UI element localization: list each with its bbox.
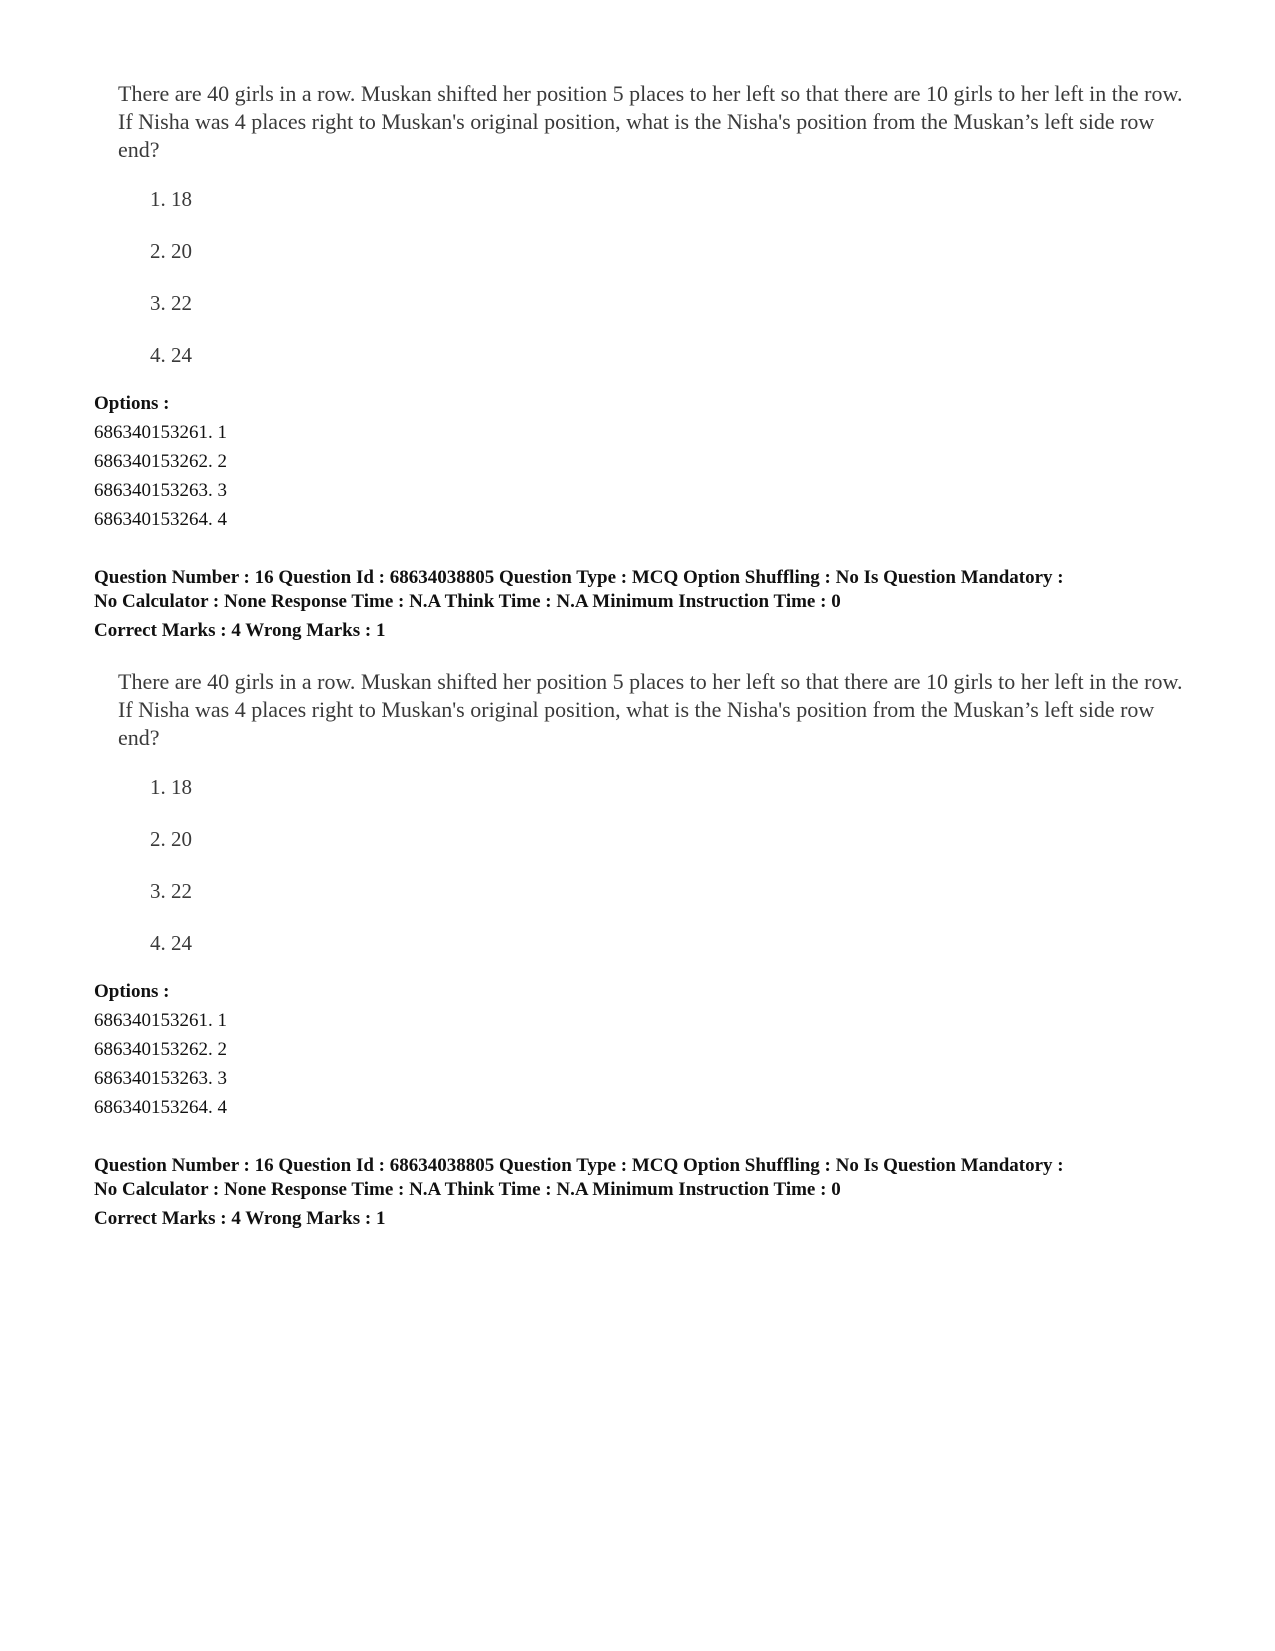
options-section (94, 977, 227, 1122)
option-item: 686340153264. 4 (94, 1097, 227, 1118)
meta-line: No Calculator : None Response Time : N.A Think Time : N.A Minimum Instruction Time : 0 (94, 591, 841, 612)
question-meta (94, 566, 1204, 643)
marks-line: Correct Marks : 4 Wrong Marks : 1 (94, 620, 386, 641)
options-label: Options : (94, 393, 170, 414)
option-item: 686340153263. 3 (94, 480, 227, 501)
option-item: 686340153263. 3 (94, 1068, 227, 1089)
question-image (118, 80, 1198, 367)
choice-item: 3. 22 (150, 291, 192, 315)
choice-item: 1. 18 (150, 187, 192, 211)
option-item: 686340153264. 4 (94, 509, 227, 530)
meta-line: Question Number : 16 Question Id : 68634038805 Question Type : MCQ Option Shuffling : No Is Question Mandatory : (94, 567, 1064, 588)
option-item: 686340153261. 1 (94, 422, 227, 443)
choice-item: 2. 20 (150, 827, 192, 851)
option-item: 686340153261. 1 (94, 1010, 227, 1031)
choice-item: 1. 18 (150, 775, 192, 799)
meta-line: No Calculator : None Response Time : N.A Think Time : N.A Minimum Instruction Time : 0 (94, 1179, 841, 1200)
marks-line: Correct Marks : 4 Wrong Marks : 1 (94, 1208, 386, 1229)
question-text: There are 40 girls in a row. Muskan shifted her position 5 places to her left so that there are 10 girls to her left in the row. If Nisha was 4 places right to Muskan's original position, what is the Nisha's position from the Muskan’s left side row end? (118, 669, 1183, 750)
choice-item: 3. 22 (150, 879, 192, 903)
options-label: Options : (94, 981, 170, 1002)
options-section (94, 389, 227, 534)
question-text: There are 40 girls in a row. Muskan shifted her position 5 places to her left so that there are 10 girls to her left in the row. If Nisha was 4 places right to Muskan's original position, what is the Nisha's position from the Muskan’s left side row end? (118, 81, 1183, 162)
choice-item: 4. 24 (150, 343, 192, 367)
choice-item: 2. 20 (150, 239, 192, 263)
meta-line: Question Number : 16 Question Id : 68634038805 Question Type : MCQ Option Shuffling : No Is Question Mandatory : (94, 1155, 1064, 1176)
choice-item: 4. 24 (150, 931, 192, 955)
option-item: 686340153262. 2 (94, 1039, 227, 1060)
option-item: 686340153262. 2 (94, 451, 227, 472)
question-image (118, 668, 1198, 955)
question-meta (94, 1154, 1204, 1231)
